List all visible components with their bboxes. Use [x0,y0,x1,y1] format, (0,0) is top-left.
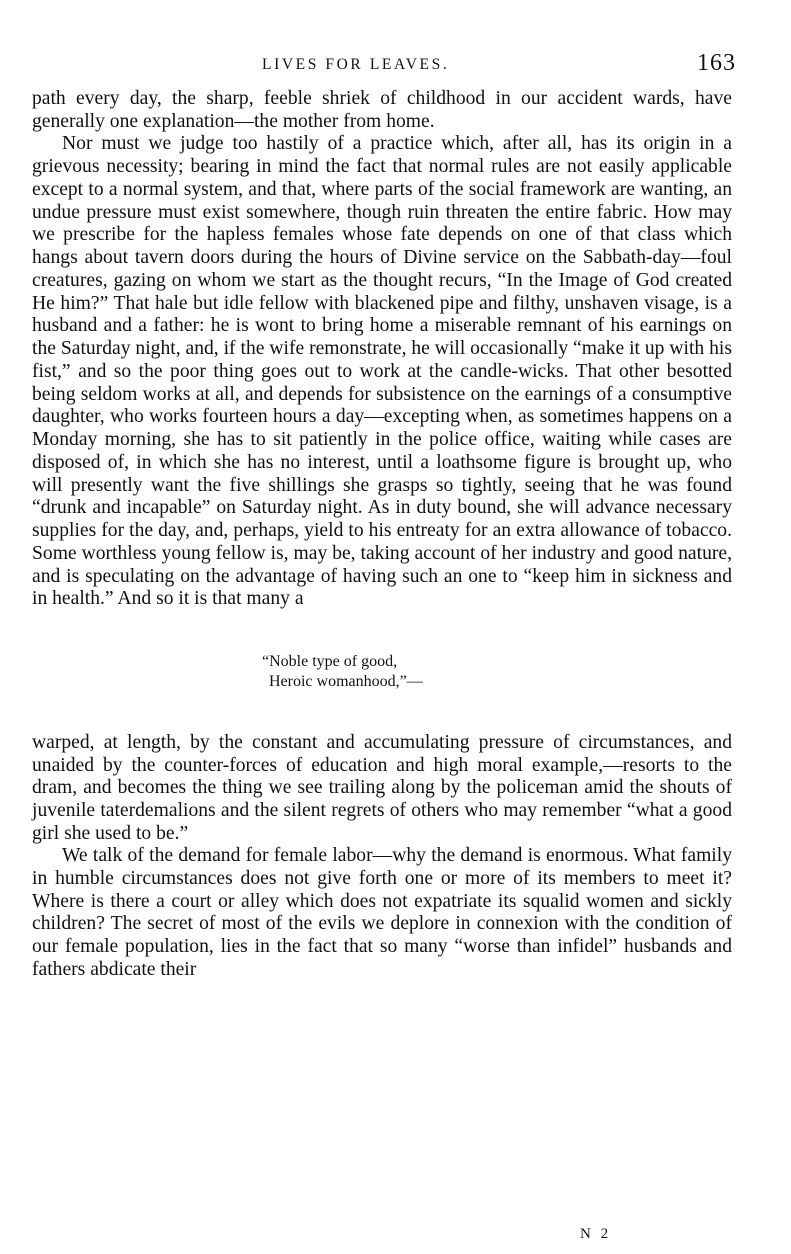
running-title: LIVES FOR LEAVES. [262,56,450,73]
paragraph-warped: warped, at length, by the constant and accumulating pressure of circumstances, and unaided by the counter-forces of education and high moral example,—resorts to the dram, and becomes the thing we see trailing along by the policeman amid the shouts of juvenile taterdemalions and the silent regrets of others who may remember “what a good girl she used to be.” [32,732,732,844]
book-page [32,48,736,981]
running-head [32,48,736,88]
paragraph-female-labor: We talk of the demand for female labor—why the demand is enormous. What family in humble circumstances does not give forth one or more of its members to meet it? Where is there a court or alley which does not expatriate its squalid women and sickly children? The secret of most of the evils we deplore in connexion with the condition of our female population, lies in the fact that so many “worse than infidel” husbands and fathers abdicate their [32,845,732,980]
signature-mark: N 2 [580,1226,612,1242]
paragraph-practice: Nor must we judge too hastily of a practice which, after all, has its origin in a grievous necessity; bearing in mind the fact that normal rules are not easily applicable except to a normal system, and that, where parts of the social framework are wanting, an undue pressure must exist somewhere, though ruin threaten the entire fabric. How may we prescribe for the hapless females whose fate depends on one of that class which hangs about tavern doors during the hours of Divine service on the Sabbath-day—foul creatures, gazing on whom we start as the thought recurs, “In the Image of God created He him?” That hale but idle fellow with blackened pipe and filthy, unshaven visage, is a husband and a father: he is wont to bring home a miserable remnant of his earnings on the Saturday night, and, if the wife remonstrate, he will occasionally “make it up with his fist,” and so the poor thing goes out to work at the candle-wicks. That other besotted being seldom works at all, and depends for subsistence on the earnings of a consumptive daughter, who works fourteen hours a day—excepting when, as sometimes happens on a Monday morning, she has to sit patiently in the police office, waiting while cases are disposed of, in which she has no interest, until a loathsome figure is brought up, who will presently want the five shillings she grasps so tightly, seeing that he was found “drunk and incapable” on Saturday night. As in duty bound, she will advance necessary supplies for the day, and, perhaps, yield to his entreaty for an extra allowance of tobacco. Some worthless young fellow is, may be, taking account of her industry and good nature, and is speculating on the advantage of having such an one to “keep him in sickness and in health.” And so it is that many a [32,133,732,610]
verse-line-2: Heroic womanhood,”— [269,673,423,691]
verse-line-1: “Noble type of good, [262,653,398,671]
page-number: 163 [697,50,736,76]
verse-quotation [262,652,732,692]
body-text [32,88,732,981]
paragraph-continued: path every day, the sharp, feeble shriek of childhood in our accident wards, have generally one explanation—the mother from home. [32,88,732,132]
